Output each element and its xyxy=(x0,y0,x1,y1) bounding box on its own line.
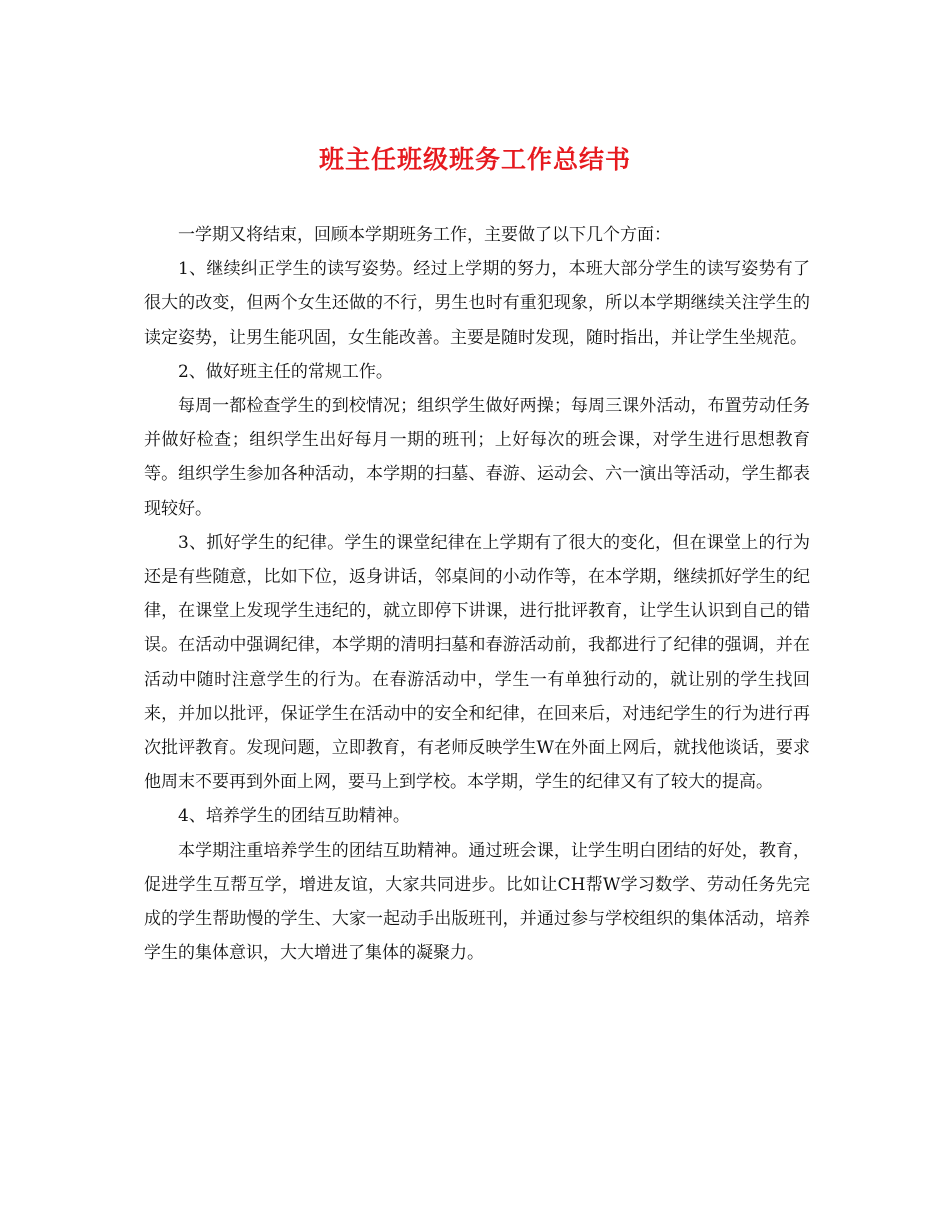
paragraph-item-4-body: 本学期注重培养学生的团结互助精神。通过班会课，让学生明白团结的好处，教育，促进学生互帮互学，增进友谊，大家共同进步。比如让CH帮W学习数学、劳动任务先完成的学生帮助慢的学生、大家一起动手出版班刊，并通过参与学校组织的集体活动，培养学生的集体意识，大大增进了集体的凝聚力。 xyxy=(144,840,810,964)
document-title: 班主任班级班务工作总结书 xyxy=(318,145,631,174)
document-body xyxy=(144,218,810,970)
paragraph-item-3: 3、抓好学生的纪律。学生的课堂纪律在上学期有了很大的变化，但在课堂上的行为还是有些随意，比如下位，返身讲话，邻桌间的小动作等，在本学期，继续抓好学生的纪律，在课堂上发现学生违纪的，就立即停下讲课，进行批评教育，让学生认识到自己的错误。在活动中强调纪律，本学期的清明扫墓和春游活动前，我都进行了纪律的强调，并在活动中随时注意学生的行为。在春游活动中，学生一有单独行动的，就让别的学生找回来，并加以批评，保证学生在活动中的安全和纪律，在回来后，对违纪学生的行为进行再次批评教育。发现问题，立即教育，有老师反映学生W在外面上网后，就找他谈话，要求他周末不要再到外面上网，要马上到学校。本学期，学生的纪律又有了较大的提高。 xyxy=(144,532,810,793)
paragraph-item-4-heading: 4、培养学生的团结互助精神。 xyxy=(178,806,410,827)
paragraph-item-2-body: 每周一都检查学生的到校情况；组织学生做好两操；每周三课外活动，布置劳动任务并做好检查；组织学生出好每月一期的班刊；上好每次的班会课，对学生进行思想教育等。组织学生参加各种活动，本学期的扫墓、春游、运动会、六一演出等活动，学生都表现较好。 xyxy=(144,396,810,519)
paragraph-item-2-heading: 2、做好班主任的常规工作。 xyxy=(178,361,393,382)
paragraph-item-1: 1、继续纠正学生的读写姿势。经过上学期的努力，本班大部分学生的读写姿势有了很大的改变，但两个女生还做的不行，男生也时有重犯现象，所以本学期继续关注学生的读定姿势，让男生能巩固，女生能改善。主要是随时发现，随时指出，并让学生坐规范。 xyxy=(144,259,810,348)
paragraph-intro: 一学期又将结束，回顾本学期班务工作，主要做了以下几个方面： xyxy=(178,225,671,245)
